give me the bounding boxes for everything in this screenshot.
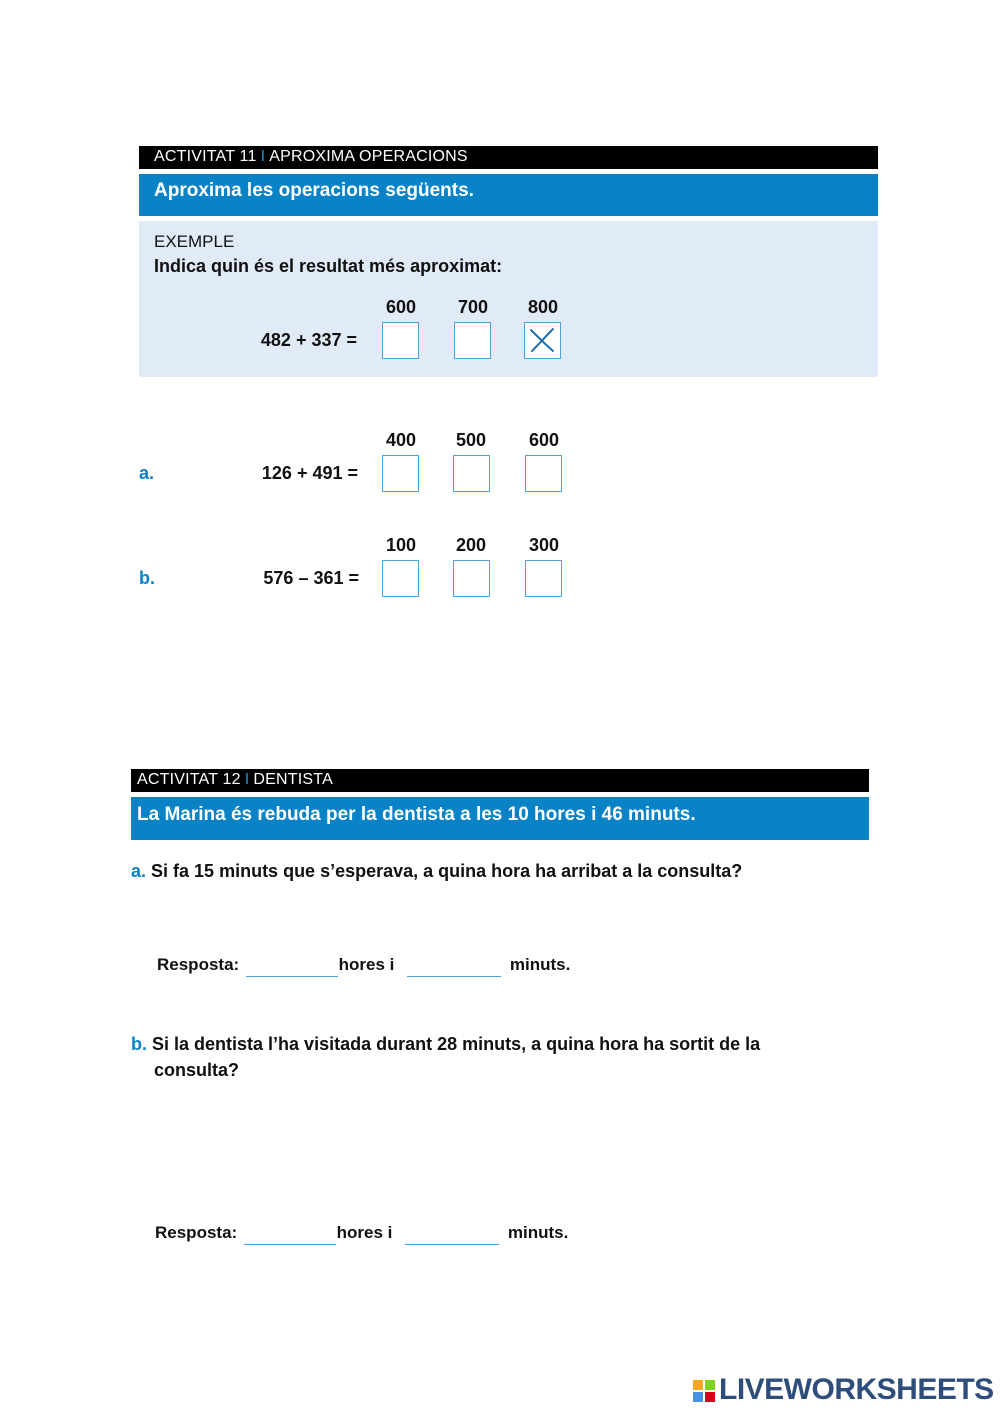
answer-checkbox[interactable] — [525, 455, 562, 492]
answer-checkbox[interactable] — [453, 560, 490, 597]
example-box — [139, 221, 878, 377]
hours-label: hores i — [336, 1223, 393, 1242]
minutes-input[interactable] — [407, 956, 501, 977]
answer-checkbox[interactable] — [382, 560, 419, 597]
hours-label: hores i — [338, 955, 395, 974]
answer-checkbox[interactable] — [525, 560, 562, 597]
activity12-instruction-bar — [131, 797, 869, 840]
question-b — [131, 1031, 871, 1083]
example-option-label: 700 — [457, 297, 489, 317]
example-prompt: Indica quin és el resultat més aproximat: — [154, 256, 503, 276]
cross-mark-icon — [525, 323, 559, 357]
hours-input[interactable] — [246, 956, 338, 977]
activity11-title: APROXIMA OPERACIONS — [269, 148, 468, 165]
item-letter: a. — [139, 463, 155, 483]
example-checkbox-checked — [524, 322, 561, 359]
question-text-continued: consulta? — [154, 1060, 240, 1080]
answer-checkbox[interactable] — [382, 455, 419, 492]
answer-row-b — [155, 1223, 568, 1245]
question-text: Si la dentista l’ha visitada durant 28 minuts, a quina hora ha sortit de la — [152, 1034, 761, 1054]
example-option-label: 600 — [385, 297, 417, 317]
item-equation: 576 – 361 = — [263, 568, 359, 588]
activity11-header — [139, 146, 878, 169]
activity12-code: ACTIVITAT 12 — [137, 771, 241, 788]
logo-square — [705, 1380, 715, 1390]
activity11-instruction: Aproxima les operacions següents. — [154, 180, 474, 201]
question-text: Si fa 15 minuts que s’esperava, a quina hora ha arribat a la consulta? — [151, 861, 743, 881]
logo-square — [693, 1392, 703, 1402]
example-equation: 482 + 337 = — [260, 330, 357, 350]
option-label: 200 — [455, 535, 487, 555]
activity11-instruction-bar — [139, 174, 878, 216]
option-label: 500 — [455, 430, 487, 450]
example-label: EXEMPLE — [154, 232, 235, 251]
item-letter: b. — [139, 568, 155, 588]
logo-grid-icon — [693, 1380, 715, 1402]
answer-label: Resposta: — [155, 1223, 238, 1242]
logo-square — [705, 1392, 715, 1402]
answer-label: Resposta: — [157, 955, 240, 974]
item-equation: 126 + 491 = — [261, 463, 358, 483]
minutes-label: minuts. — [507, 1223, 569, 1242]
liveworksheets-logo[interactable] — [693, 1373, 994, 1407]
header-separator: I — [244, 771, 250, 788]
example-checkbox — [454, 322, 491, 359]
question-letter: b. — [131, 1034, 147, 1054]
hours-input[interactable] — [244, 1224, 336, 1245]
example-option-label: 800 — [527, 297, 559, 317]
question-letter: a. — [131, 861, 147, 881]
activity12-header — [131, 769, 869, 792]
header-separator: I — [260, 148, 266, 165]
logo-square — [693, 1380, 703, 1390]
option-label: 300 — [528, 535, 560, 555]
question-a — [131, 858, 871, 884]
minutes-input[interactable] — [405, 1224, 499, 1245]
minutes-label: minuts. — [509, 955, 571, 974]
activity11-code: ACTIVITAT 11 — [154, 148, 257, 165]
activity12-title: DENTISTA — [253, 771, 333, 788]
answer-checkbox[interactable] — [453, 455, 490, 492]
answer-row-a — [157, 955, 570, 977]
option-label: 100 — [385, 535, 417, 555]
activity12-instruction: La Marina és rebuda per la dentista a les 10 hores i 46 minuts. — [137, 804, 696, 825]
option-label: 600 — [528, 430, 560, 450]
logo-text: LIVEWORKSHEETS — [719, 1373, 994, 1406]
example-checkbox — [382, 322, 419, 359]
option-label: 400 — [385, 430, 417, 450]
